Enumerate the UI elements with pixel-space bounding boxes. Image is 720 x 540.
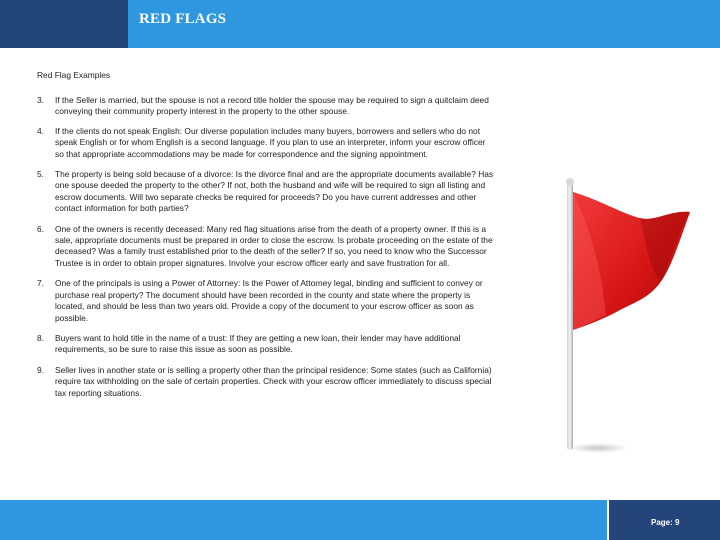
- red-flag-list: [37, 95, 495, 399]
- item-number: 5.: [37, 169, 44, 180]
- item-text: If the clients do not speak English: Our diverse population includes many buyers, borrowers and sellers who do not speak English or for whom English is a second language. If you plan to use an interpreter, inform your escrow officer so that appropriate accommodations may be made for correspondence and the signing appointment.: [55, 125, 486, 159]
- item-text: If the Seller is married, but the spouse is not a record title holder the spouse may be required to sign a quitclaim deed conveying their community property interest in the property to the other spouse.: [55, 95, 489, 117]
- item-number: 9.: [37, 364, 44, 375]
- page-number: Page: 9: [651, 518, 680, 527]
- item-text: The property is being sold because of a divorce: Is the divorce final and are the appropriate documents available? Has one spouse deeded the property to the other? If not, both the husband and wife will be required to sign all listing and escrow documents. Will two separate checks be required for proceeds? Do you have current addresses and other contact information for both parties?: [55, 169, 494, 214]
- footer-band: [0, 500, 607, 540]
- list-item: [37, 365, 495, 399]
- item-text: One of the principals is using a Power of Attorney: Is the Power of Attorney legal, binding and sufficient to convey or purchase real property? The document should have been recorded in the county and state where the property is located, and should be less than two years old. Provide a copy of the document to your escrow officer as soon as possible.: [55, 278, 483, 323]
- list-item: [37, 224, 495, 270]
- header-accent-block: [0, 0, 128, 48]
- section-subtitle: Red Flag Examples: [37, 70, 111, 80]
- item-text: One of the owners is recently deceased: Many red flag situations arise from the death of a property owner. If this is a sale, appropriate documents must be prepared in order to close the escrow. Is probate proceeding on the estate of the deceased? Was a family trust established prior to the death of the seller? If so, you need to know who the Successor Trustee is in order to obtain proper signatures. Involve your escrow officer early and save frustration for all.: [55, 223, 493, 268]
- red-flag-illustration: [540, 170, 700, 460]
- list-item: [37, 126, 495, 160]
- item-text: Buyers want to hold title in the name of a trust: If they are getting a new loan, their lender may have additional requirements, so be sure to raise this issue as soon as possible.: [55, 332, 461, 355]
- list-item: [37, 333, 495, 356]
- item-number: 6.: [37, 223, 44, 234]
- item-number: 7.: [37, 278, 44, 289]
- item-text: Seller lives in another state or is selling a property other than the principal residence: Some states (such as California) require tax withholding on the sale of certain properties. Check with your escrow officer immediately to discuss special tax reporting situations.: [55, 364, 492, 398]
- flag-shadow: [568, 443, 628, 453]
- page-title: RED FLAGS: [139, 11, 227, 27]
- list-item: [37, 169, 495, 215]
- header-bar: [0, 0, 720, 48]
- list-item: [37, 278, 495, 324]
- item-number: 3.: [37, 95, 44, 105]
- item-number: 8.: [37, 332, 44, 343]
- flag-pole-cap: [566, 178, 574, 186]
- list-item: [37, 95, 495, 118]
- item-number: 4.: [37, 125, 44, 136]
- footer-bar: [0, 500, 720, 540]
- flag-pole: [567, 182, 573, 450]
